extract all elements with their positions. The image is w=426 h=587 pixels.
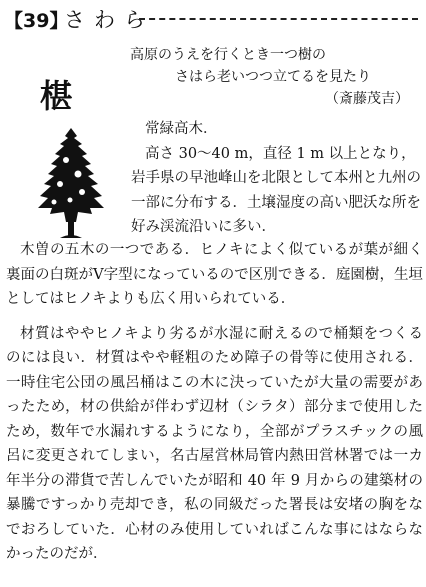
tree-illustration-icon — [30, 126, 112, 242]
paragraph-habit: 常緑高木． — [145, 121, 218, 137]
poem-line-2: さはら老いつつ立てるを見たり — [175, 69, 371, 85]
section-number: 【39】 — [4, 10, 69, 32]
poem-line-1: 高原のうえを行くとき一つ樹の — [130, 47, 326, 63]
paragraph-material: 材質はややヒノキより劣るが水湿に耐えるので桶類をつくるのには良い．材質はやや軽粗のため障子の骨等に使用される．一時住宅公団の風呂桶はこの木に決っていたが大量の需要があったため，材の供給が伴わず辺材（シラタ）部分まで使用したため，数年で水漏れするようになり，全部がプラスチックの風呂に変更されてしまい，名古屋営林局管内熱田営林署では一カ年半分の滞貨で苦しんでいたが昭和 40 年 9 月からの建築材の暴騰ですっかり売却でき，私の同級だった署長は安堵の胸をなでおろしていた．心材のみ使用していればこんな事にはならなかったのだが． — [6, 325, 423, 562]
text-lower — [6, 238, 423, 567]
poem-author: （斎藤茂吉） — [325, 91, 409, 107]
kanji-character: 椹 — [40, 77, 73, 115]
poem — [130, 44, 409, 110]
paragraph-kiso: 木曽の五木の一つである．ヒノキによく似ているが葉が細く裏面の白斑がV字型になっているので区別できる．庭園樹，生垣としてはヒノキよりも広く用いられている． — [6, 242, 423, 307]
header-dashed-rule — [139, 18, 418, 20]
section-title: さわら — [64, 8, 154, 32]
paragraph-distribution: 高さ 30～40 m，直径 1 m 以上となり，岩手県の早池峰山を北限として本州と九州の一部に分布する．土壌湿度の高い肥沃な所を好み渓流沿いに多い． — [131, 145, 421, 235]
text-upper — [131, 117, 423, 240]
section-header — [4, 4, 422, 30]
